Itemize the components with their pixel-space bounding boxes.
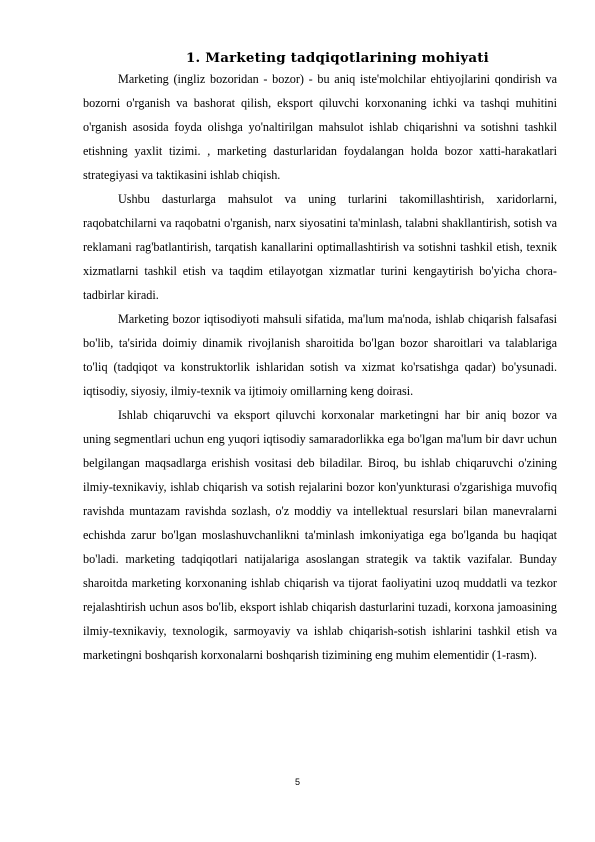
page-number: 5 bbox=[294, 777, 300, 787]
paragraph-1: Marketing (ingliz bozoridan - bozor) - bu aniq iste'molchilar ehtiyojlarini qondirish va bozorni o'rganish va bashorat qilish, eksport qiluvchi korxonaning ichki va tashqi muhitini o'rganish asosida foyda olishga yo'naltirilgan mahsulot ishlab chiqarishni va sotishni tashkil etishning yaxlit tizimi. , marketing dasturlaridan foydalangan holda bozor xatti-harakatlari strategiyasi va taktikasini ishlab chiqish. bbox=[83, 72, 557, 182]
paragraph-3: Marketing bozor iqtisodiyoti mahsuli sifatida, ma'lum ma'noda, ishlab chiqarish falsafasi bo'lib, ta'sirida doimiy dinamik rivojlanish sharoitida bo'lgan bozor sharoitlari va talablariga to'liq (tadqiqot va konstruktorlik ishlaridan sotish va xizmat ko'rsatishga qadar) bo'ysunadi. iqtisodiy, siyosiy, ilmiy-texnik va ijtimoiy omillarning keng doirasi. bbox=[83, 312, 557, 398]
paragraph-2: Ushbu dasturlarga mahsulot va uning turlarini takomillashtirish, xaridorlarni, raqobatchilarni va raqobatni o'rganish, narx siyosatini ta'minlash, talabni shakllantirish, sotish va reklamani rag'batlantirish, tarqatish kanallarini optimallashtirish va sotishni tashkil etish, texnik xizmatlarni tashkil etish va taqdim etilayotgan xizmatlar turini kengaytirish bo'yicha chora-tadbirlar kiradi. bbox=[83, 192, 557, 302]
paragraph-4: Ishlab chiqaruvchi va eksport qiluvchi korxonalar marketingni har bir aniq bozor va uning segmentlari uchun eng yuqori iqtisodiy samaradorlikka ega bo'lgan ma'lum bir davr uchun belgilangan maqsadlarga erishish vositasi deb biladilar. Biroq, bu ishlab chiqaruvchi o'zining ilmiy-texnikaviy, ishlab chiqarish va sotish rejalarini bozor kon'yunkturasi o'zgarishiga muvofiq ravishda muntazam ravishda sozlash, o'z moddiy va intellektual resurslari bilan manevralarni echishda zarur bo'lgan moslashuvchanlikni ta'minlash imkoniyatiga ega bo'lganda bu haqiqat bo'ladi. marketing tadqiqotlari natijalariga asoslangan strategik va taktik vazifalar. Bunday sharoitda marketing korxonaning ishlab chiqarish va tijorat faoliyatini uzoq muddatli va tezkor rejalashtirish uchun asos bo'lib, eksport ishlab chiqarish dasturlarini tuzadi, korxona jamoasining ilmiy-texnikaviy, texnologik, sarmoyaviy va ishlab chiqarish-sotish ishlarini tashkil etish va marketingni boshqarish korxonalarni boshqarish tizimining eng muhim elementidir (1-rasm). bbox=[83, 408, 557, 662]
document-page bbox=[83, 50, 557, 667]
section-title: 1. Marketing tadqiqotlarining mohiyati bbox=[186, 50, 489, 66]
